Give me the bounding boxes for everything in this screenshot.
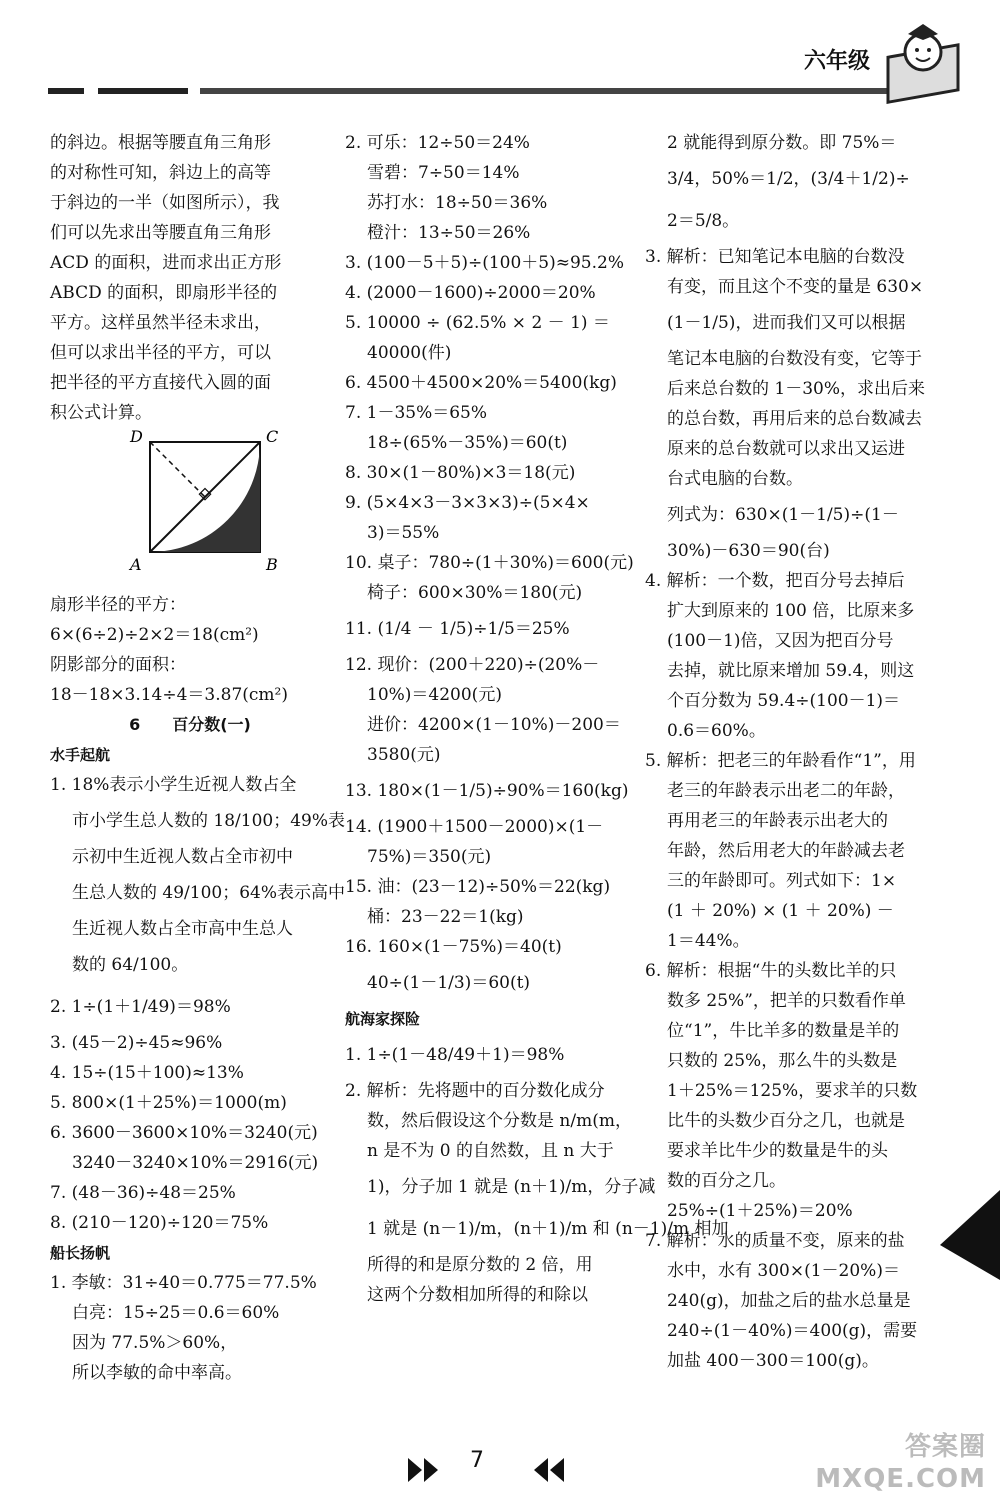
text-line: 3. 解析：已知笔记本电脑的台数没: [645, 247, 905, 267]
watermark-logo: 答案圈: [904, 1432, 986, 1462]
page-arrows-icon: [400, 1450, 590, 1490]
text-line: 个百分数为 59.4÷(100－1)＝: [667, 691, 901, 711]
text-line: 6. 解析：根据“牛的头数比羊的只: [645, 961, 897, 981]
header-rule: [48, 86, 918, 96]
text-line: 数的百分之几。: [667, 1171, 786, 1191]
text-line: 这两个分数相加所得的和除以: [367, 1285, 588, 1305]
text-line: 列式为：630×(1－1/5)÷(1－: [667, 505, 899, 525]
text-line: 后来总台数的 1－30%，求出后来: [667, 379, 926, 399]
text-line: ACD 的面积，进而求出正方形: [50, 253, 282, 273]
text-line: 2 就能得到原分数。即 75%＝: [667, 133, 897, 153]
watermark: [815, 1431, 986, 1495]
text-line: (1－1/5)，进而我们又可以根据: [667, 313, 906, 333]
text-line: 1. 1÷(1－48/49＋1)＝98%: [345, 1045, 565, 1065]
text-line: 8. (210－120)÷120＝75%: [50, 1213, 269, 1233]
text-line: 的总台数，再用后来的总台数减去: [667, 409, 922, 429]
text-line: 3. (45－2)÷45≈96%: [50, 1033, 223, 1053]
text-line: 加盐 400－300＝100(g)。: [667, 1351, 879, 1371]
text-line: 3/4，50%＝1/2，(3/4＋1/2)÷: [667, 169, 910, 189]
text-line: 扩大到原来的 100 倍，比原来多: [667, 601, 915, 621]
text-line: 7. 解析：水的质量不变，原来的盐: [645, 1231, 905, 1251]
text-line: 桶：23－22＝1(kg): [367, 907, 524, 927]
text-line: 40÷(1－1/3)＝60(t): [367, 973, 531, 993]
text-line: 1＋25%＝125%，要求羊的只数: [667, 1081, 918, 1101]
text-line: 3580(元): [367, 745, 441, 765]
text-line: 7. (48－36)÷48＝25%: [50, 1183, 236, 1203]
text-line: 们可以先求出等腰直角三角形: [50, 223, 271, 243]
text-line: 6. 4500＋4500×20%＝5400(kg): [345, 373, 617, 393]
text-line: 3. (100－5＋5)÷(100＋5)≈95.2%: [345, 253, 624, 273]
text-line: 25%÷(1＋25%)＝20%: [667, 1201, 853, 1221]
mascot-reading-icon: [878, 14, 978, 114]
text-line: 的对称性可知，斜边上的高等: [50, 163, 271, 183]
text-line: 位“1”，牛比羊多的数量是羊的: [667, 1021, 900, 1041]
text-line: n 是不为 0 的自然数，且 n 大于: [367, 1141, 614, 1161]
grade-label: 六年级: [803, 49, 870, 74]
text-line: 再用老三的年龄表示出老大的: [667, 811, 888, 831]
section-chuanzhang: 船长扬帆: [50, 1244, 111, 1262]
text-line: 原来的总台数就可以求出又运进: [667, 439, 905, 459]
text-line: 要求羊比牛少的数量是牛的头: [667, 1141, 888, 1161]
text-line: 11. (1/4 － 1/5)÷1/5＝25%: [345, 619, 570, 639]
text-line: 14. (1900＋1500－2000)×(1－: [345, 817, 604, 837]
text-line: 数的 64/100。: [72, 955, 189, 975]
text-line: ABCD 的面积，即扇形半径的: [50, 283, 278, 303]
text-line: 比牛的头数少百分之几，也就是: [667, 1111, 905, 1131]
text-line: 5. 10000 ÷ (62.5% × 2 － 1) ＝: [345, 313, 610, 333]
text-line: 阴影部分的面积：: [50, 655, 186, 675]
text-line: 于斜边的一半（如图所示），我: [50, 193, 280, 213]
text-line: (1 ＋ 20%) × (1 ＋ 20%) －: [667, 901, 894, 921]
text-line: 2＝5/8。: [667, 211, 740, 231]
text-line: 老三的年龄表示出老二的年龄，: [667, 781, 905, 801]
text-line: 4. 解析：一个数，把百分号去掉后: [645, 571, 905, 591]
label-D: D: [130, 430, 143, 446]
label-B: B: [266, 555, 278, 574]
text-line: 12. 现价：(200＋220)÷(20%－: [345, 655, 600, 675]
text-line: 3)＝55%: [367, 523, 440, 543]
text-line: 所以李敏的命中率高。: [72, 1363, 242, 1383]
text-line: 水中，水有 300×(1－20%)＝: [667, 1261, 900, 1281]
text-line: 3240－3240×10%＝2916(元): [72, 1153, 319, 1173]
text-line: 30%)－630＝90(台): [667, 541, 830, 561]
text-line: 数多 25%”，把羊的只数看作单: [667, 991, 906, 1011]
text-line: 240÷(1－40%)＝400(g)，需要: [667, 1321, 918, 1341]
label-C: C: [266, 430, 279, 446]
text-line: 2. 1÷(1＋1/49)＝98%: [50, 997, 231, 1017]
text-line: 台式电脑的台数。: [667, 469, 803, 489]
text-line: 240(g)，加盐之后的盐水总量是: [667, 1291, 911, 1311]
text-line: 13. 180×(1－1/5)÷90%＝160(kg): [345, 781, 629, 801]
text-line: 橙汁：13÷50＝26%: [367, 223, 531, 243]
text-line: 1 就是 (n－1)/m，(n＋1)/m 和 (n－1)/m 相加: [367, 1219, 729, 1239]
text-line: 因为 77.5%＞60%，: [72, 1333, 238, 1353]
text-line: 笔记本电脑的台数没有变，它等于: [667, 349, 922, 369]
chapter-title: 6 百分数(一): [129, 715, 251, 734]
text-line: 平方。这样虽然半径未求出，: [50, 313, 271, 333]
text-line: 去掉，就比原来增加 59.4，则这: [667, 661, 915, 681]
text-line: 6. 3600－3600×10%＝3240(元): [50, 1123, 318, 1143]
text-line: 10%)＝4200(元): [367, 685, 502, 705]
text-line: 苏打水：18÷50＝36%: [367, 193, 548, 213]
text-line: 白亮：15÷25＝0.6＝60%: [72, 1303, 280, 1323]
text-line: 1＝44%。: [667, 931, 750, 951]
text-line: 4. 15÷(15＋100)≈13%: [50, 1063, 244, 1083]
text-line: 扇形半径的平方：: [50, 595, 186, 615]
section-shuishou: 水手起航: [50, 746, 111, 764]
text-line: 市小学生总人数的 18/100；49%表: [72, 811, 345, 831]
text-line: 18－18×3.14÷4＝3.87(cm²): [50, 685, 288, 705]
text-line: 6×(6÷2)÷2×2＝18(cm²): [50, 625, 259, 645]
text-line: 2. 可乐：12÷50＝24%: [345, 133, 530, 153]
text-line: 生总人数的 49/100；64%表示高中: [72, 883, 345, 903]
text-line: 雪碧：7÷50＝14%: [367, 163, 520, 183]
page-number: 7: [470, 1448, 484, 1473]
text-line: 7. 1－35%＝65%: [345, 403, 488, 423]
text-line: 1. 18%表示小学生近视人数占全: [50, 775, 297, 795]
text-line: 年龄，然后用老大的年龄减去老: [667, 841, 905, 861]
text-line: 数，然后假设这个分数是 n/m(m，: [367, 1111, 632, 1131]
text-line: 积公式计算。: [50, 403, 152, 423]
column-1: [50, 128, 345, 1388]
text-line: 4. (2000－1600)÷2000＝20%: [345, 283, 596, 303]
text-line: 三的年龄即可。列式如下：1×: [667, 871, 897, 891]
text-line: 75%)＝350(元): [367, 847, 492, 867]
text-line: 5. 800×(1＋25%)＝1000(m): [50, 1093, 287, 1113]
text-line: 18÷(65%－35%)＝60(t): [367, 433, 568, 453]
text-line: (100－1)倍，又因为把百分号: [667, 631, 894, 651]
text-line: 16. 160×(1－75%)＝40(t): [345, 937, 562, 957]
text-line: 有变，而且这个不变的量是 630×: [667, 277, 924, 297]
text-line: 1)，分子加 1 就是 (n＋1)/m，分子减: [367, 1177, 656, 1197]
text-line: 但可以求出半径的平方，可以: [50, 343, 271, 363]
square-quarter-circle-figure: [120, 430, 290, 580]
label-A: A: [130, 555, 142, 574]
text-line: 把半径的平方直接代入圆的面: [50, 373, 271, 393]
text-line: 1. 李敏：31÷40＝0.775＝77.5%: [50, 1273, 317, 1293]
watermark-site: MXQE.COM: [815, 1464, 986, 1494]
text-line: 生近视人数占全市高中生总人: [72, 919, 293, 939]
text-line: 只数的 25%，那么牛的头数是: [667, 1051, 898, 1071]
text-line: 的斜边。根据等腰直角三角形: [50, 133, 271, 153]
text-line: 进价：4200×(1－10%)－200＝: [367, 715, 621, 735]
text-line: 所得的和是原分数的 2 倍，用: [367, 1255, 593, 1275]
text-line: 示初中生近视人数占全市初中: [72, 847, 293, 867]
section-hanghai: 航海家探险: [345, 1010, 421, 1028]
text-line: 2. 解析：先将题中的百分数化成分: [345, 1081, 605, 1101]
text-line: 椅子：600×30%＝180(元): [367, 583, 583, 603]
page-corner-triangle: [940, 1190, 1000, 1280]
column-3: [645, 128, 935, 1376]
text-line: 10. 桌子：780÷(1＋30%)＝600(元): [345, 553, 634, 573]
text-line: 9. (5×4×3－3×3×3)÷(5×4×: [345, 493, 590, 513]
text-line: 0.6＝60%。: [667, 721, 766, 741]
text-line: 15. 油：(23－12)÷50%＝22(kg): [345, 877, 611, 897]
text-line: 8. 30×(1－80%)×3＝18(元): [345, 463, 576, 483]
text-line: 40000(件): [367, 343, 452, 363]
text-line: 5. 解析：把老三的年龄看作“1”，用: [645, 751, 916, 771]
